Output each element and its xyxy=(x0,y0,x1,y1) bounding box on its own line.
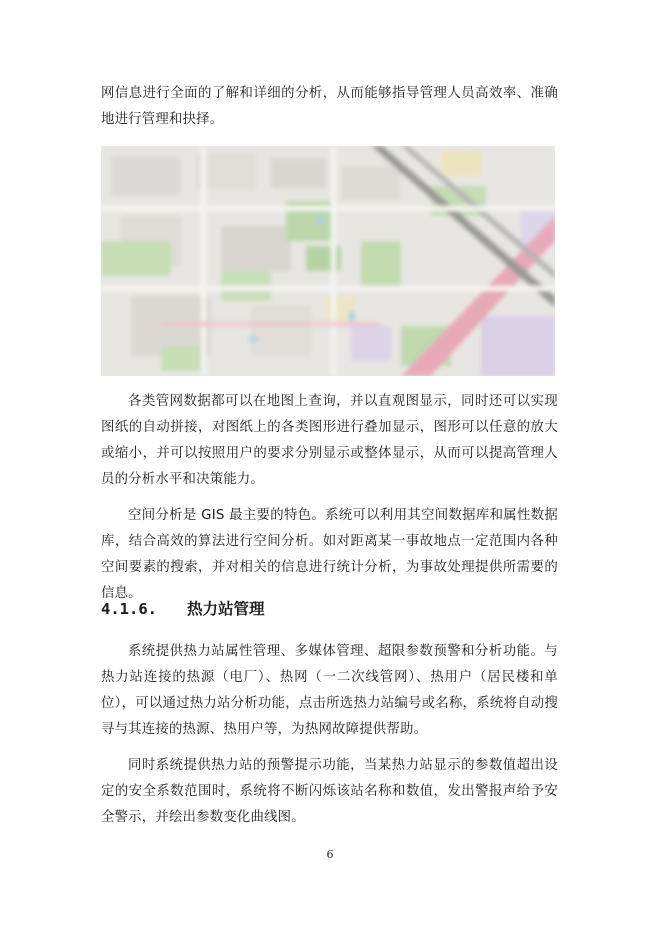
map-graphic xyxy=(101,146,555,376)
paragraph-spatial-analysis: 空间分析是 GIS 最主要的特色。系统可以利用其空间数据库和属性数据库，结合高效的算法进行空间分析。如对距离某一事故地点一定范围内各种空间要素的搜索，并对相关的信息进行统计分析，为事故处理提供所需要的信息。 xyxy=(101,508,558,601)
section-title: 热力站管理 xyxy=(187,600,265,618)
paragraph-intro-continued: 网信息进行全面的了解和详细的分析，从而能够指导管理人员高效率、准确地进行管理和抉择。 xyxy=(101,86,558,127)
section-heading xyxy=(101,596,265,622)
page-number: 6 xyxy=(326,848,334,861)
map-image xyxy=(101,146,555,376)
paragraph-station-features: 系统提供热力站属性管理、多媒体管理、超限参数预警和分析功能。与热力站连接的热源（电厂）、热网（一二次线管网）、热用户（居民楼和单位），可以通过热力站分析功能，点击所选热力站编号或名称，系统将自动搜寻与其连接的热源、热用户等，为热网故障提供帮助。 xyxy=(101,644,558,737)
paragraph-station-warning: 同时系统提供热力站的预警提示功能，当某热力站显示的参数值超出设定的安全系数范围时，系统将不断闪烁该站名称和数值，发出警报声给予安全警示，并绘出参数变化曲线图。 xyxy=(101,758,558,825)
section-number: 4.1.6. xyxy=(101,600,157,618)
paragraph-map-query: 各类管网数据都可以在地图上查询，并以直观图显示，同时还可以实现图纸的自动拼接，对图纸上的各类图形进行叠加显示，图形可以任意的放大或缩小，并可以按照用户的要求分别显示或整体显示，从而可以提高管理人员的分析水平和决策能力。 xyxy=(101,394,558,487)
